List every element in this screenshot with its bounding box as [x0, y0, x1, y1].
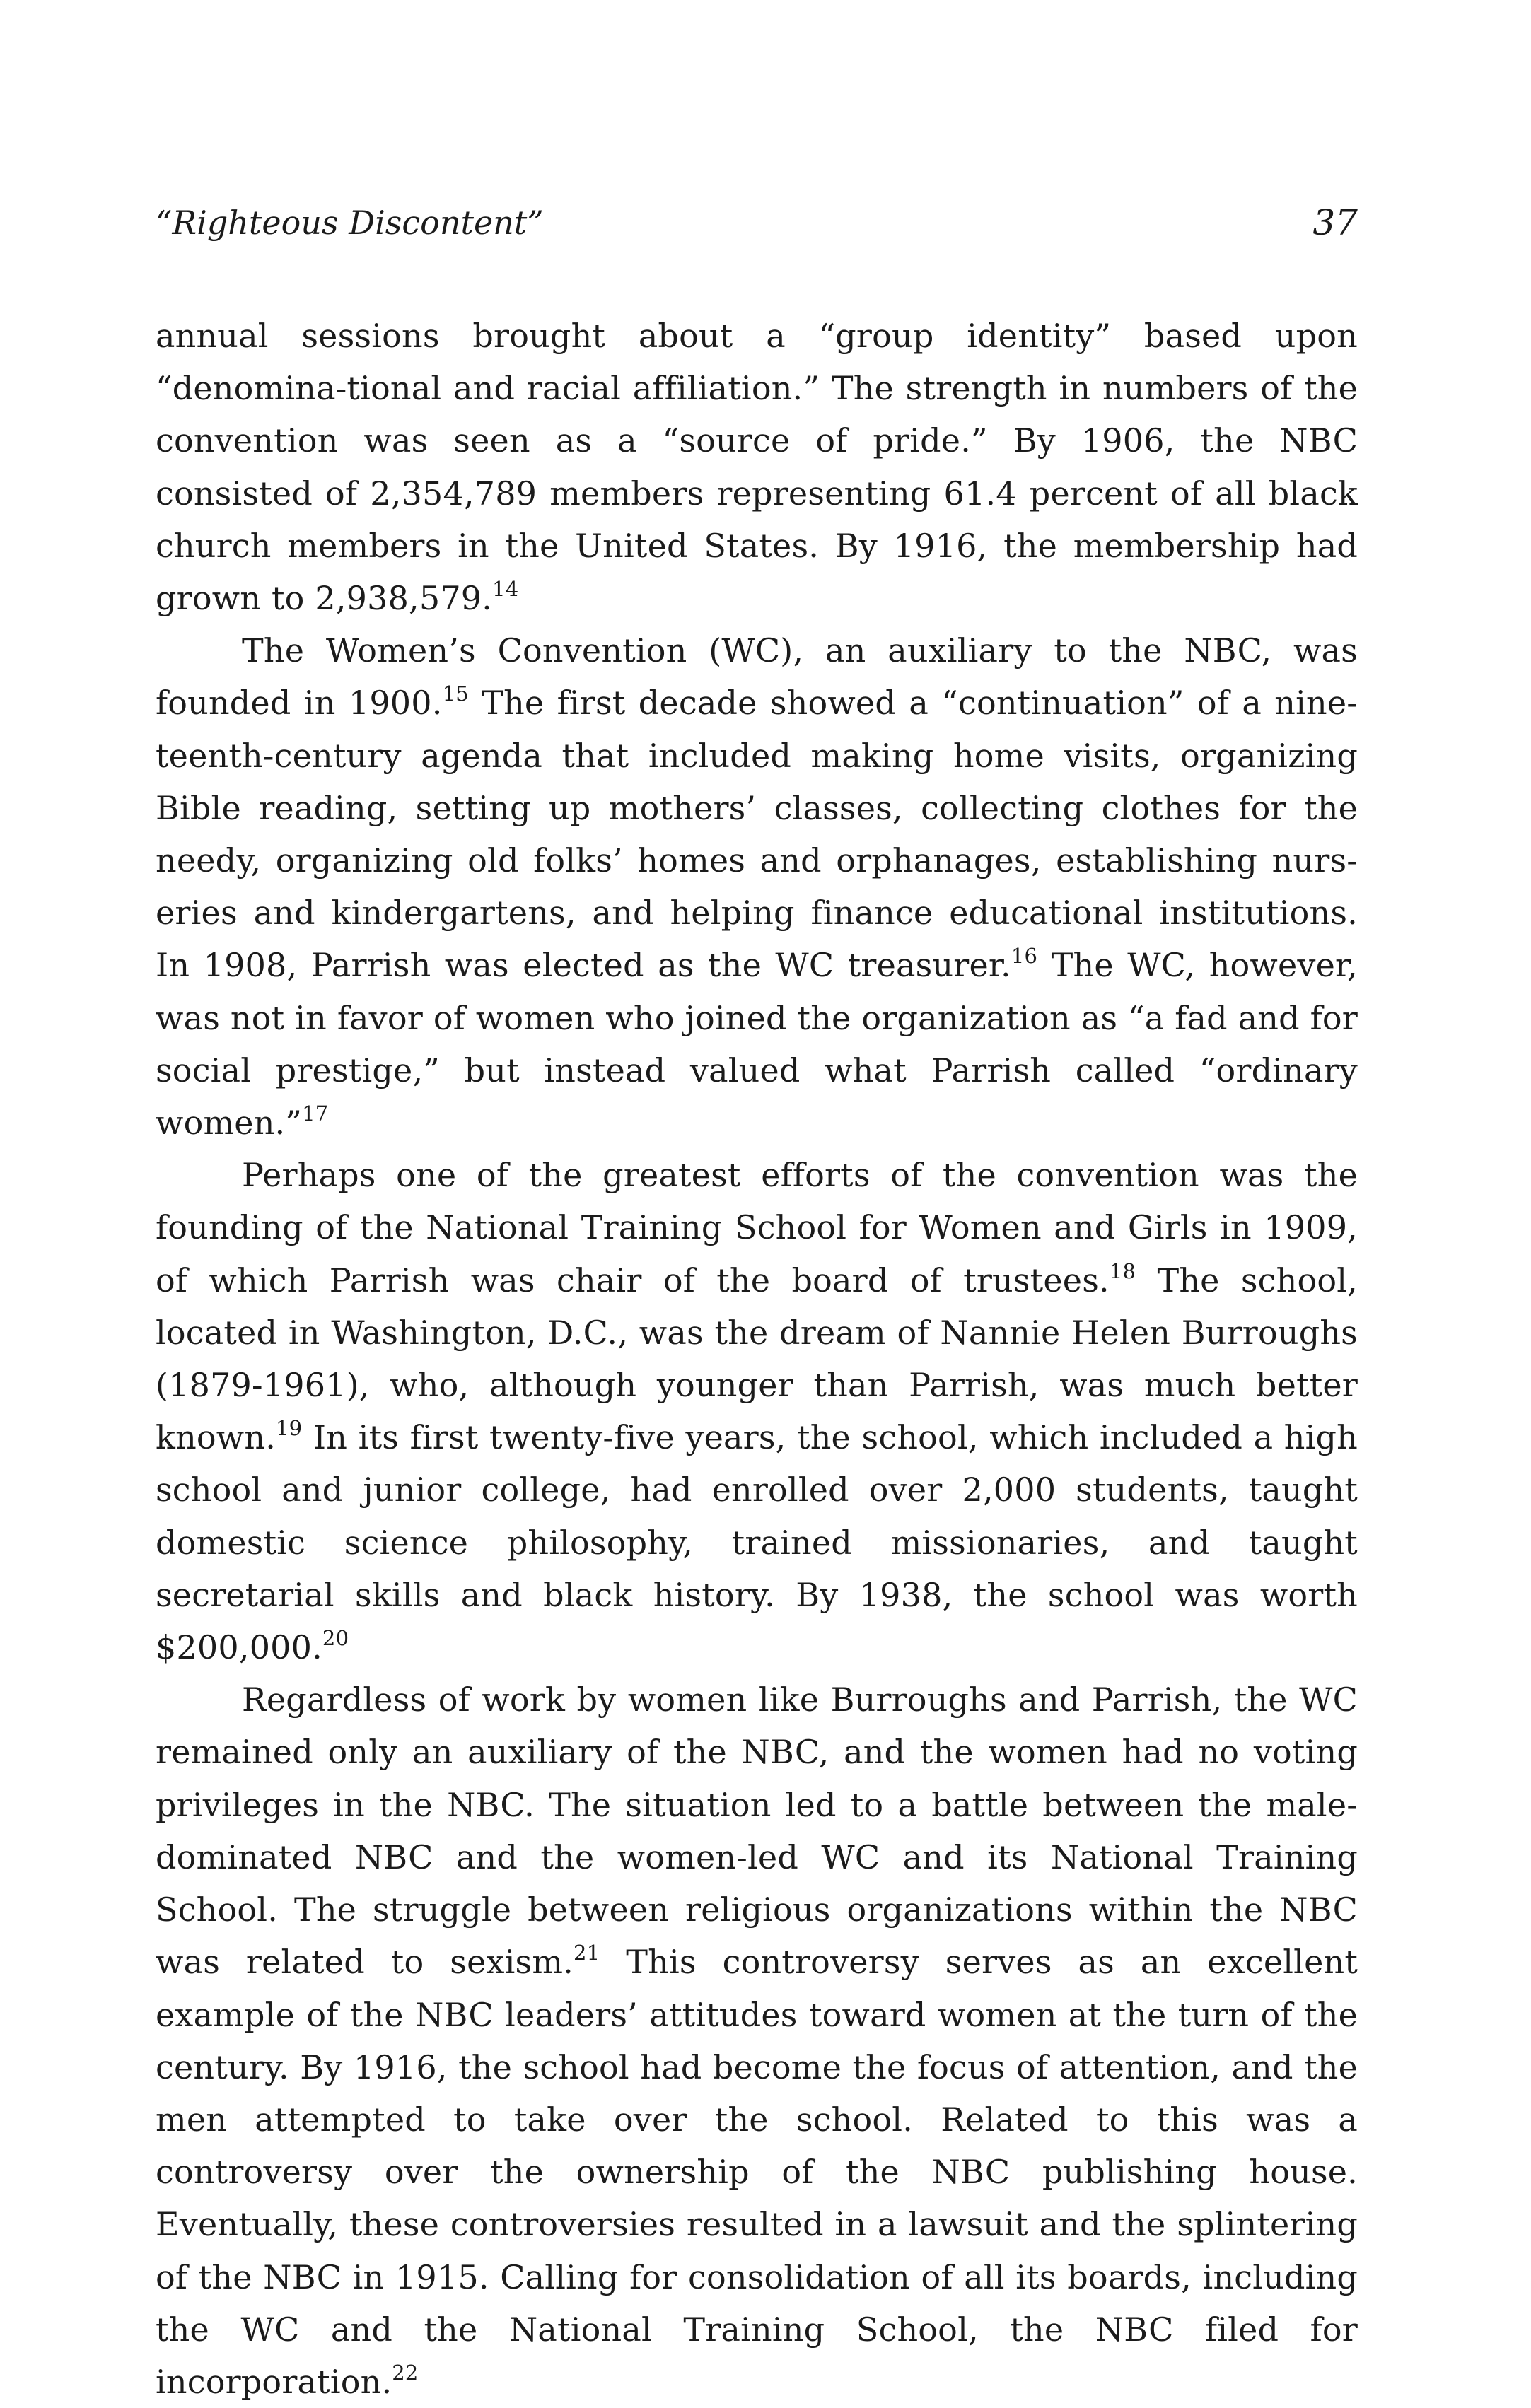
running-head: “Righteous Discontent” [156, 204, 544, 242]
footnote-ref-15: 15 [442, 682, 469, 706]
page-header [156, 198, 1358, 247]
text-run: In its first twenty-five years, the school, which included a high school and junior college, had enrolled over 2,000 students, taught domestic science philosophy, trained missionaries, and taught secretarial skills and black history. By 1938, the school was worth $200,000. [156, 1418, 1358, 1667]
footnote-ref-22: 22 [392, 2360, 419, 2385]
paragraph-1 [156, 310, 1358, 624]
paragraph-3 [156, 1149, 1358, 1673]
page-number: 37 [1312, 202, 1358, 243]
footnote-ref-18: 18 [1109, 1258, 1136, 1283]
footnote-ref-21: 21 [574, 1941, 600, 1965]
text-run: The Women’s Convention (WC), an auxiliary to the NBC, was founded in 1900. [156, 631, 1358, 723]
footnote-ref-17: 17 [302, 1101, 329, 1126]
paragraph-4 [156, 1673, 1358, 2408]
paragraph-2 [156, 624, 1358, 1149]
text-run: This controversy serves as an excellent example of the NBC leaders’ attitudes toward women at the turn of the century. By 1916, the school had become the focus of attention, and the men attempted to take over the school. Related to this was a controversy over the ownership of the NBC publishing house. Eventually, these controversies resulted in a lawsuit and the splintering of the NBC in 1915. Calling for consolidation of all its boards, including the WC and the National Training School, the NBC filed for incorporation. [156, 1943, 1358, 2401]
footnote-ref-20: 20 [322, 1626, 349, 1651]
text-run: The school, located in Washington, D.C., was the dream of Nannie Helen Burroughs (1879-1961), who, although younger than Parrish, was much better known. [156, 1261, 1358, 1457]
footnote-ref-14: 14 [492, 577, 519, 602]
text-run: The WC, however, was not in favor of women who joined the organization as “a fad and for social prestige,” but instead valued what Parrish called “ordinary women.” [156, 946, 1358, 1142]
body-text [156, 310, 1358, 2408]
footnote-ref-16: 16 [1011, 944, 1038, 969]
text-run: The first decade showed a “continuation” of a nine-teenth-century agenda that included making home visits, organizing Bible reading, setting up mothers’ classes, collecting clothes for the needy, organizing old folks’ homes and orphanages, establishing nurs-eries and kindergartens, and helping finance educational institutions. In 1908, Parrish was elected as the WC treasurer. [156, 684, 1358, 985]
text-run: Perhaps one of the greatest efforts of the convention was the founding of the National Training School for Women and Girls in 1909, of which Parrish was chair of the board of trustees. [156, 1156, 1358, 1299]
text-run: Regardless of work by women like Burroughs and Parrish, the WC remained only an auxiliary of the NBC, and the women had no voting privileges in the NBC. The situation led to a battle between the male-dominated NBC and the women-led WC and its National Training School. The struggle between religious organizations within the NBC was related to sexism. [156, 1681, 1358, 1982]
footnote-ref-19: 19 [276, 1416, 303, 1441]
text-run: annual sessions brought about a “group identity” based upon “denomina-tional and racial affiliation.” The strength in numbers of the convention was seen as a “source of pride.” By 1906, the NBC consisted of 2,354,789 members representing 61.4 percent of all black church members in the United States. By 1916, the membership had grown to 2,938,579. [156, 317, 1358, 618]
